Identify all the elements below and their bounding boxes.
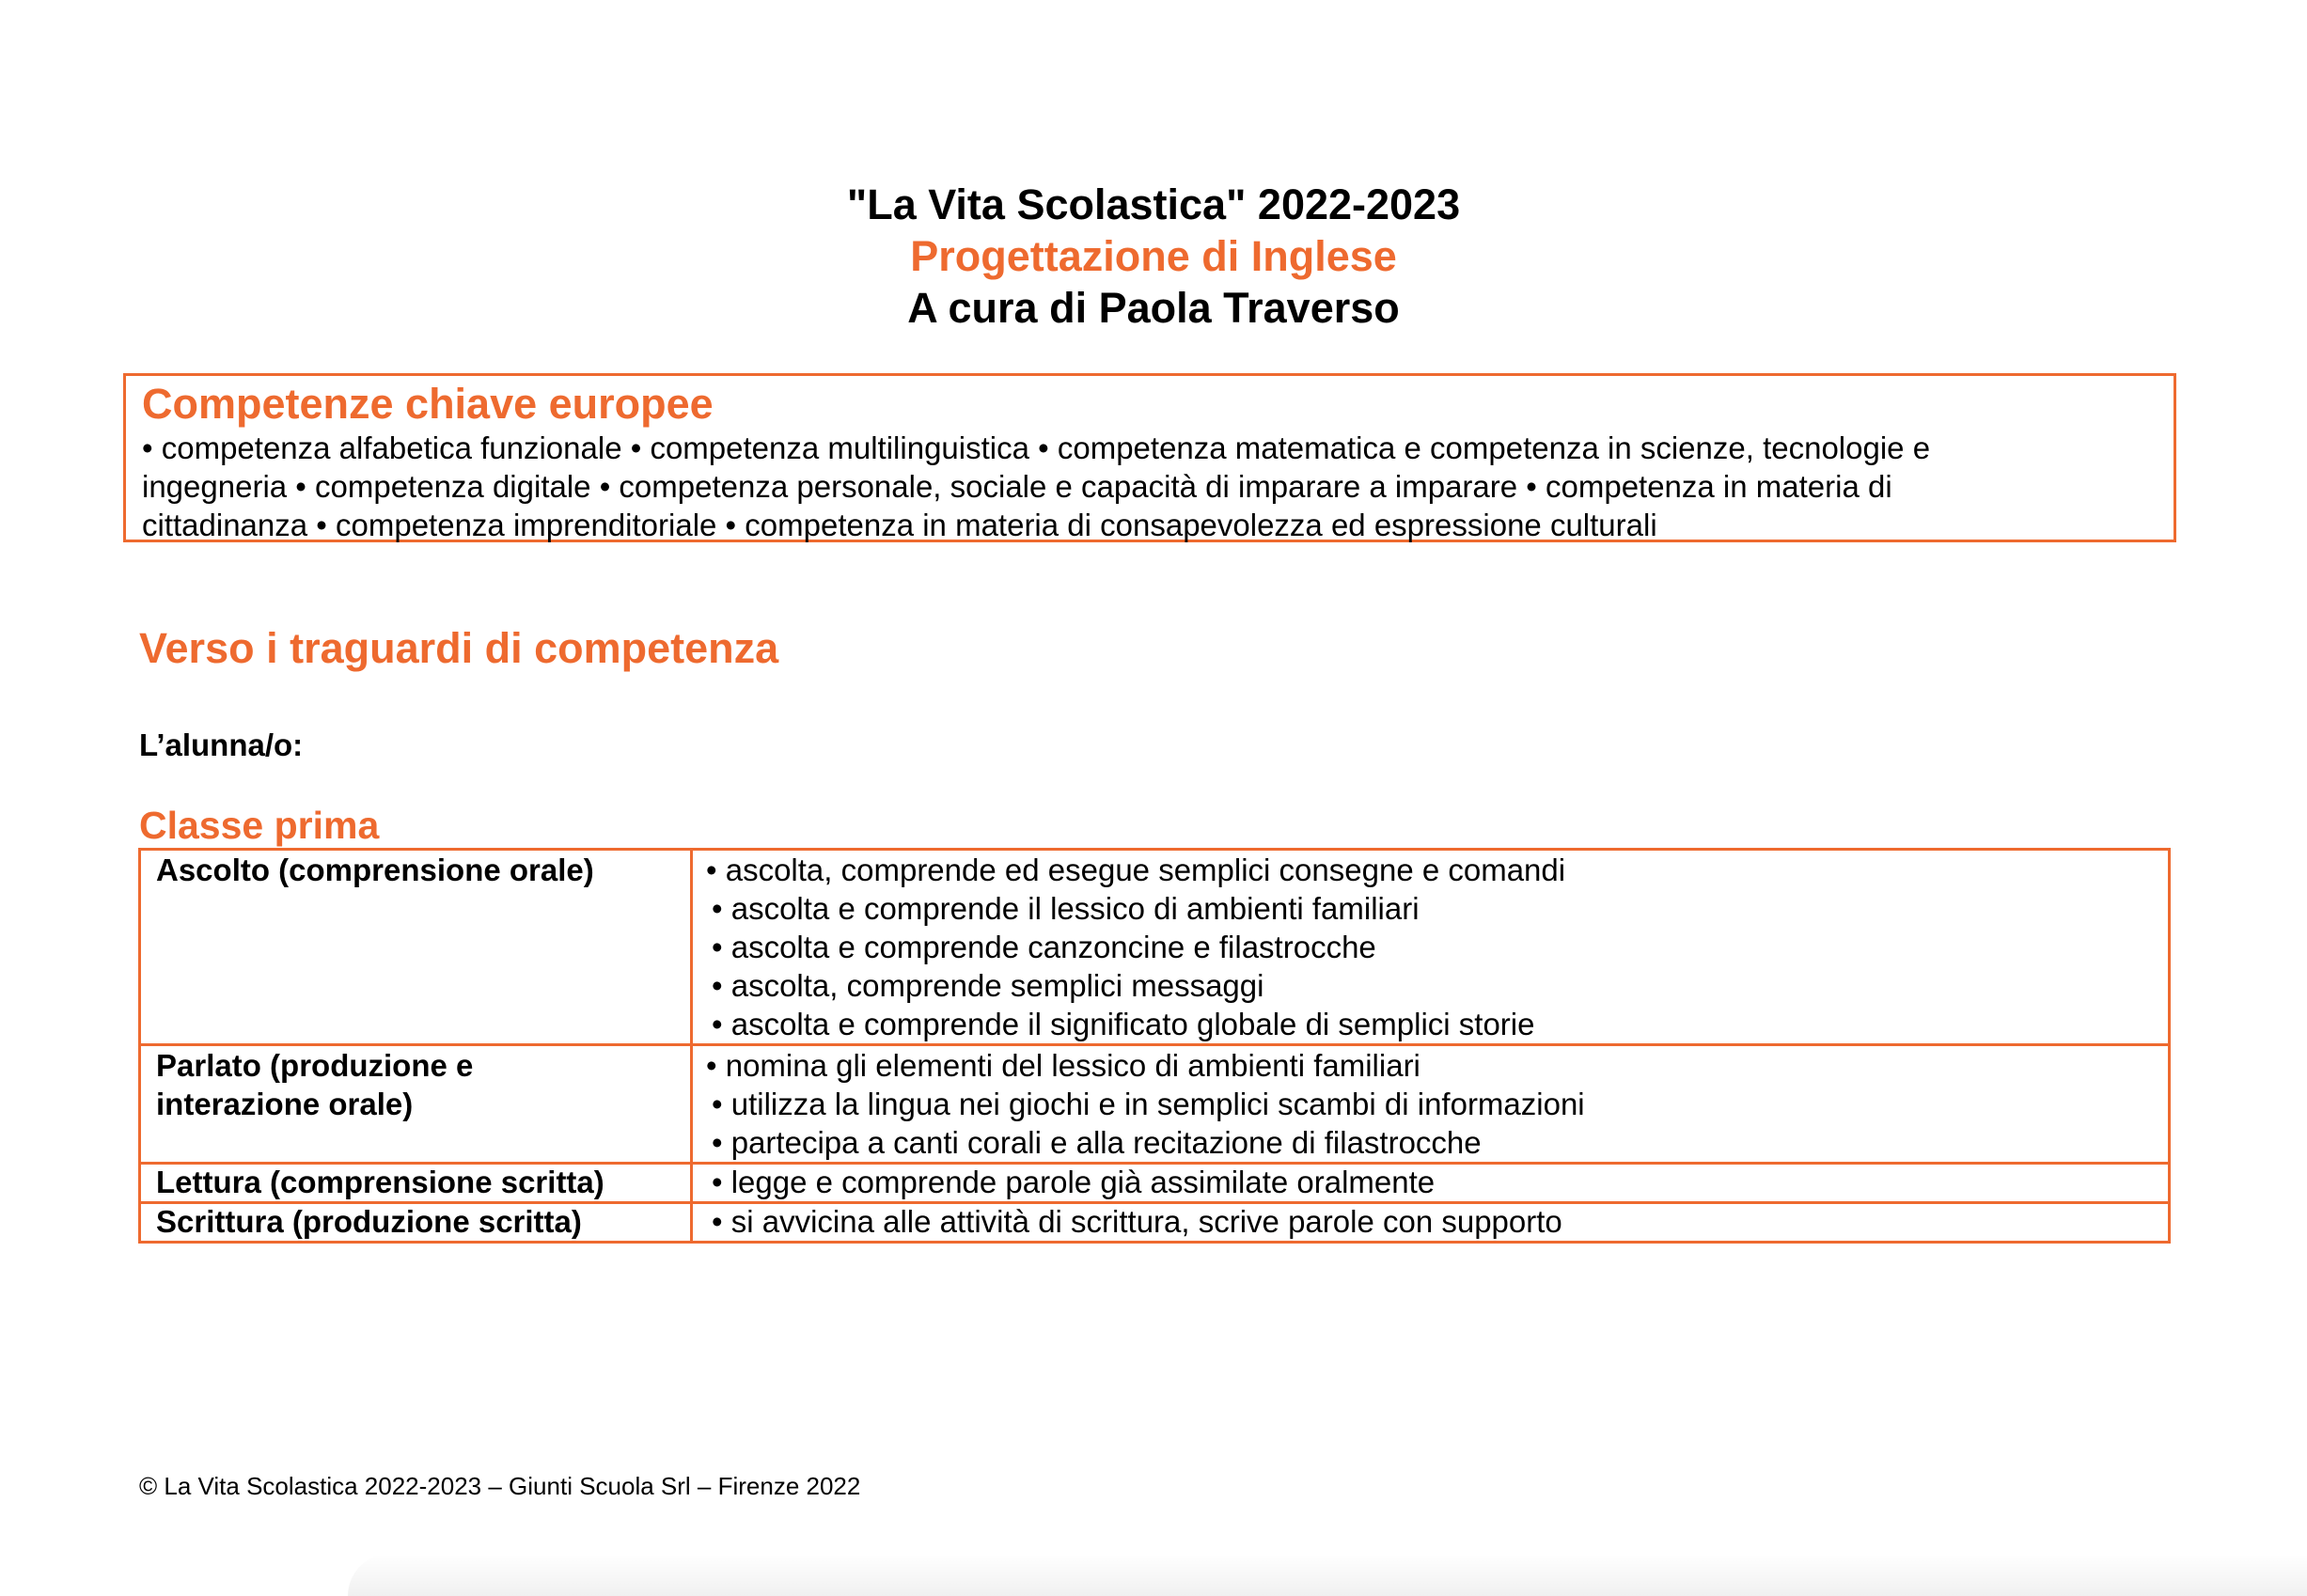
items-cell bbox=[692, 1045, 2170, 1164]
goal-item: • si avvicina alle attività di scrittura, scrive parole con supporto bbox=[712, 1204, 1562, 1239]
document-header bbox=[0, 179, 2307, 334]
area-cell bbox=[140, 1045, 692, 1164]
page-shadow bbox=[348, 1554, 2307, 1596]
goal-item: • ascolta e comprende il significato globale di semplici storie bbox=[712, 1007, 1535, 1041]
items-cell bbox=[692, 1203, 2170, 1243]
goal-item: • ascolta, comprende semplici messaggi bbox=[712, 968, 1264, 1003]
area-cell bbox=[140, 1203, 692, 1243]
area-cell bbox=[140, 1164, 692, 1203]
goals-subject: L’alunna/o: bbox=[139, 728, 304, 762]
goal-item: • ascolta, comprende ed esegue semplici consegne e comandi bbox=[706, 853, 1566, 887]
table-row bbox=[140, 1045, 2170, 1164]
goal-item: • utilizza la lingua nei giochi e in semplici scambi di informazioni bbox=[712, 1087, 1585, 1121]
area-label: Parlato (produzione e bbox=[156, 1048, 474, 1083]
table-row bbox=[140, 1203, 2170, 1243]
area-label: Lettura (comprensione scritta) bbox=[156, 1165, 604, 1199]
area-label: Scrittura (produzione scritta) bbox=[156, 1204, 582, 1239]
key-competences-line: cittadinanza • competenza imprenditoriale • competenza in materia di consapevolezza ed espressione culturali bbox=[142, 508, 1657, 542]
document-title: "La Vita Scolastica" 2022-2023 bbox=[846, 180, 1461, 228]
goal-item: • nomina gli elementi del lessico di ambienti familiari bbox=[706, 1048, 1420, 1083]
items-cell bbox=[692, 1164, 2170, 1203]
table-row bbox=[140, 1164, 2170, 1203]
footer-copyright: © La Vita Scolastica 2022-2023 – Giunti Scuola Srl – Firenze 2022 bbox=[139, 1472, 861, 1500]
key-competences-line: ingegneria • competenza digitale • competenza personale, sociale e capacità di imparare a imparare • competenza in materia di bbox=[142, 469, 1892, 504]
goals-table bbox=[138, 848, 2171, 1244]
area-label: Ascolto (comprensione orale) bbox=[156, 853, 594, 887]
goal-item: • partecipa a canti corali e alla recitazione di filastrocche bbox=[712, 1125, 1482, 1160]
area-label: interazione orale) bbox=[156, 1087, 414, 1121]
area-cell bbox=[140, 850, 692, 1045]
document-subtitle: Progettazione di Inglese bbox=[910, 232, 1397, 280]
key-competences-text bbox=[142, 429, 2157, 544]
class-heading: Classe prima bbox=[139, 804, 380, 847]
goal-item: • legge e comprende parole già assimilate oralmente bbox=[712, 1165, 1436, 1199]
items-cell bbox=[692, 850, 2170, 1045]
goal-item: • ascolta e comprende canzoncine e filastrocche bbox=[712, 930, 1376, 964]
key-competences-line: • competenza alfabetica funzionale • competenza multilinguistica • competenza matematica e competenza in scienze, tecnologie e bbox=[142, 430, 1931, 465]
key-competences-heading: Competenze chiave europee bbox=[142, 380, 714, 428]
key-competences-box bbox=[123, 373, 2176, 542]
goal-item: • ascolta e comprende il lessico di ambienti familiari bbox=[712, 891, 1420, 926]
table-row bbox=[140, 850, 2170, 1045]
document-author: A cura di Paola Traverso bbox=[907, 284, 1400, 332]
goals-heading: Verso i traguardi di competenza bbox=[139, 624, 779, 672]
